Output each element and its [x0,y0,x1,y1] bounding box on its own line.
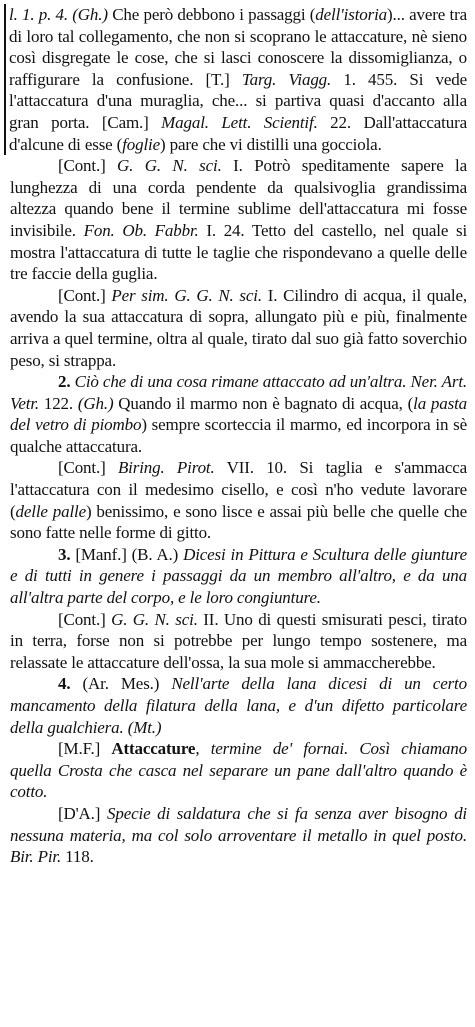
text-segment: [M.F.] [58,739,112,759]
text-segment: (Gh.) [77,393,114,413]
text-segment: VII. 10. Si taglia e s'ammacca l'attaccatura con il medesimo cisello, e così n'ho vedute lavorare ( [10,458,468,521]
text-segment: ) benissimo, e sono lisce e assai più belle che quelle che sono fatte nelle forme di gitto. [10,501,467,543]
text-segment: dell'istoria [315,5,388,24]
entry-paragraph-p9 [10,738,467,803]
text-segment: 3. [58,544,71,564]
text-segment: Nell'arte della lana dicesi di un certo mancamento della filatura della lana, e d'un difetto particolare della gualchiera. (Mt.) [10,674,467,737]
text-segment: termine de' fornai. Così chiamano quella Crosta che casca nel separare un pane dall'altro quando è cotto. [10,739,468,802]
text-segment: Specie di saldatura che si fa senza aver bisogno di nessuna materia, ma col solo arroventare il metallo in quel posto. Bir. Pir. [10,803,468,867]
entry-paragraph-p2 [10,155,467,285]
text-segment: II. Uno di questi smisurati pesci, tirato in terra, forse non si potrebbe per lungo tempo sostenere, ma relassate le attaccature dell'ossa, la sua mole si ammaccherebbe. [10,609,468,672]
text-segment: 1. 455. Si vede l'attaccatura d'una muraglia, che... si partiva quasi d'accanto alla gran porta. [Cam.] [9,69,467,132]
text-segment: Per sim. G. G. N. sci. [111,285,262,305]
text-segment: )... avere tra di loro tal collegamento, che non si scoprano le attaccature, nè sieno così disgregate le cose, che si lasci conoscere la dissomiglianza, o raffigurare la confusione. [T.] [9,5,467,89]
text-segment: 4. [58,674,71,694]
entry-paragraph-p6 [10,544,467,609]
text-segment: I. Potrò speditamente sapere la lunghezza di una corda pendente da qualsivoglia grandissima altezza quando bene il termine sublime dell'attaccatura mi fosse invisibile. [10,156,468,240]
entry-paragraph-p4 [10,371,467,457]
text-segment: la pasta del vetro di piombo [10,393,467,435]
entry-paragraph-p8 [10,673,467,738]
text-segment: I. 24. Tetto del castello, nel quale si mostra l'attaccatura di tutte le taglie che rispondevano a quelle delle tre faccie della guglia. [10,220,468,284]
text-segment: , [195,739,211,759]
text-segment: G. G. N. sci. [111,609,198,629]
text-segment: [D'A.] [58,803,107,823]
entry-paragraph-p5 [10,457,467,543]
entry-paragraph-p10 [10,803,467,868]
text-segment: [Cont.] [58,458,118,478]
text-segment: Ciò che di una cosa rimane attaccato ad un'altra. Ner. Art. Vetr. [10,372,467,413]
text-segment: Quando il marmo non è bagnato di acqua, ( [113,393,414,413]
text-segment: G. G. N. sci. [117,156,222,176]
text-segment: l. 1. p. 4. (Gh.) [9,5,108,24]
text-segment: Fon. Ob. Fabbr. [83,220,199,240]
text-segment: 118. [61,847,94,867]
entry-paragraph-p1 [4,4,467,155]
text-segment: ) pare che vi distilli una gocciola. [160,134,382,154]
text-segment: 22. Dall'attaccatura d'alcune di esse ( [9,112,467,154]
text-segment: 2. [58,372,71,392]
text-segment: Targ. Viagg. [241,69,332,89]
text-segment: 122. [39,393,78,413]
text-segment: [Manf.] (B. A.) [70,544,184,564]
text-segment: Dicesi in Pittura e Scultura delle giunture e di tutti in genere i passaggi da un membro all'altro, e da una all'altra parte del corpo, e le loro congiunture. [10,544,467,608]
text-segment: ) sempre scorteccia il marmo, ed incorpora in sè qualche attaccatura. [10,415,467,456]
text-segment: [Cont.] [58,285,112,305]
text-segment: Che però debbono i passaggi ( [107,5,316,24]
text-segment: [Cont.] [58,156,118,176]
text-segment: I. Cilindro di acqua, il quale, avendo la sua attaccatura di sopra, allungato più e più, finalmente arriva a quel termine, oltra al quale, tirato dal suo già fatto soverchio peso, si strappa. [10,285,468,370]
text-segment: delle palle [15,501,86,521]
text-segment: foglie [122,134,161,154]
entry-paragraph-p7 [10,609,467,674]
entry-paragraph-p3 [10,285,467,371]
text-segment: (Ar. Mes.) [70,674,172,694]
text-segment: [Cont.] [58,609,112,629]
text-segment: Biring. Pirot. [117,458,215,478]
text-segment: Attaccature [111,739,196,759]
text-segment: Magal. Lett. Scientif. [161,112,318,132]
